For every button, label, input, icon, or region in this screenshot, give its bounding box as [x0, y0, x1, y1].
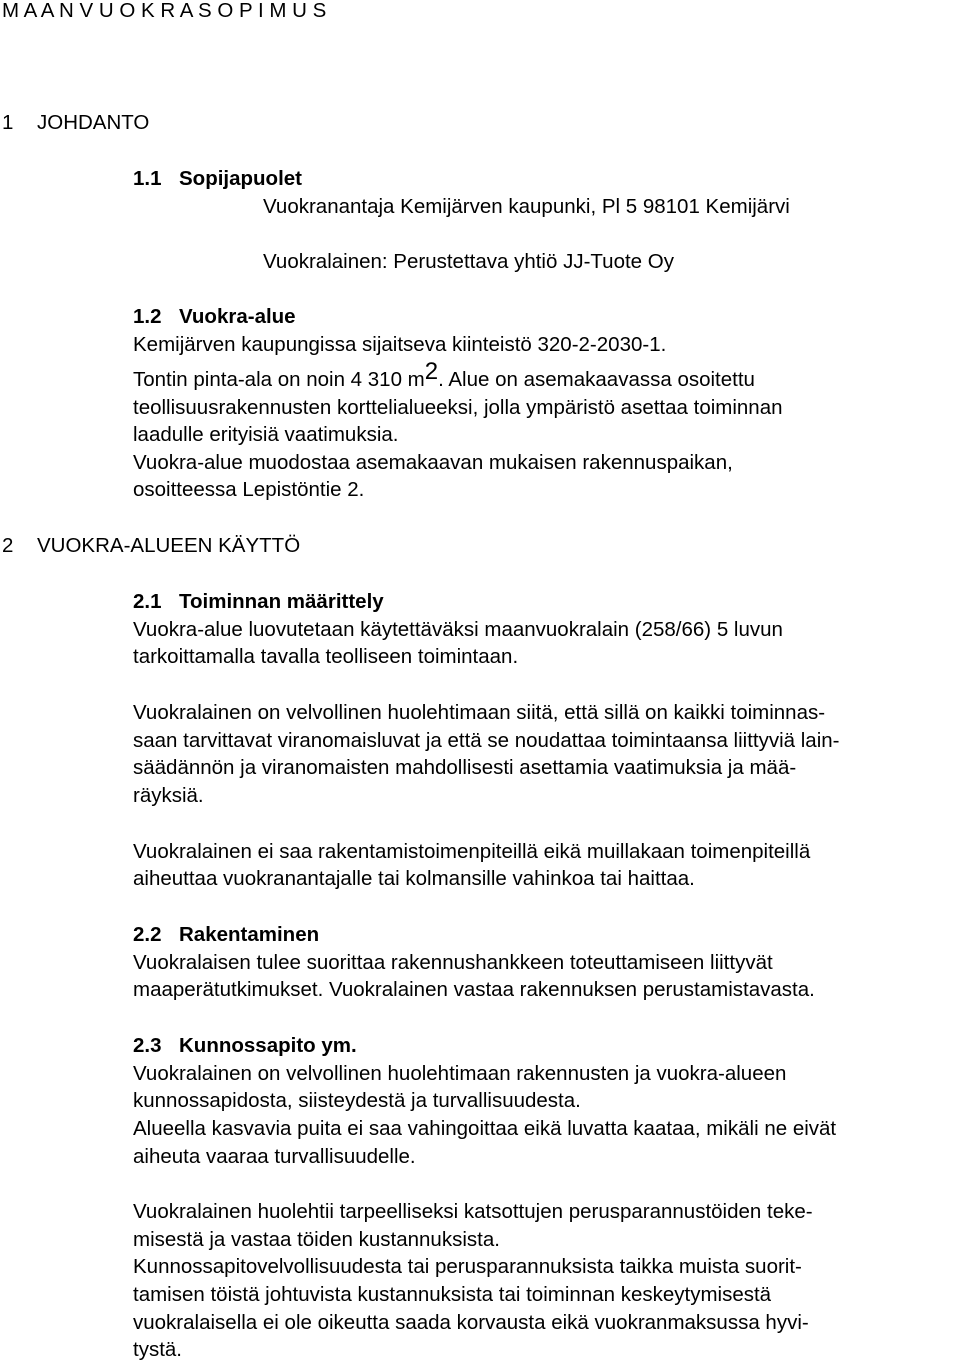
paragraph-line: osoitteessa Lepistöntie 2.: [133, 478, 365, 501]
section-title: JOHDANTO: [37, 111, 150, 134]
area-text-rest: . Alue on asemakaavassa osoitettu: [438, 368, 755, 391]
paragraph-line: Vuokralaisen tulee suorittaa rakennushankkeen toteuttamiseen liittyvät: [133, 951, 773, 974]
section-1-1-heading: [133, 165, 302, 193]
paragraph-line: aiheuttaa vuokranantajalle tai kolmansille vahinkoa tai haittaa.: [133, 867, 695, 890]
section-2-3-heading: [133, 1032, 357, 1060]
paragraph-line: Kunnossapitovelvollisuudesta tai perusparannuksista taikka muista suorit-: [133, 1255, 802, 1278]
section-title: Vuokra-alue: [179, 305, 296, 328]
section-number: 2.3: [133, 1034, 162, 1057]
property-line: Kemijärven kaupungissa sijaitseva kiinteistö 320-2-2030-1.: [133, 333, 667, 356]
paragraph-line: tystä.: [133, 1338, 182, 1361]
square-superscript: 2: [424, 358, 439, 385]
paragraph-line: Vuokralainen ei saa rakentamistoimenpiteillä eikä muillakaan toimenpiteillä: [133, 840, 811, 863]
section-number: 1.1: [133, 167, 162, 190]
section-title: VUOKRA-ALUEEN KÄYTTÖ: [37, 534, 301, 557]
paragraph-line: laadulle erityisiä vaatimuksia.: [133, 423, 399, 446]
paragraph-line: vuokralaisella ei ole oikeutta saada korvausta eikä vuokranmaksussa hyvi-: [133, 1311, 809, 1334]
paragraph-line: tarkoittamalla tavalla teolliseen toimintaan.: [133, 645, 519, 668]
section-title: Kunnossapito ym.: [179, 1034, 357, 1057]
section-number: 1.2: [133, 305, 162, 328]
paragraph-line: saan tarvittavat viranomaisluvat ja että se noudattaa toimintaansa liittyviä lain-: [133, 729, 840, 752]
section-2-1-heading: [133, 588, 384, 616]
paragraph-line: maaperätutkimukset. Vuokralainen vastaa rakennuksen perustamistavasta.: [133, 978, 815, 1001]
section-title: Toiminnan määrittely: [179, 590, 384, 613]
paragraph-line: kunnossapidosta, siisteydestä ja turvallisuudesta.: [133, 1089, 581, 1112]
section-number: 1: [2, 111, 14, 134]
lessor-line: Vuokranantaja Kemijärven kaupunki, Pl 5 98101 Kemijärvi: [263, 195, 790, 218]
section-number: 2.2: [133, 923, 162, 946]
paragraph-line: Vuokralainen on velvollinen huolehtimaan rakennusten ja vuokra-alueen: [133, 1062, 787, 1085]
section-number: 2.1: [133, 590, 162, 613]
area-text: Tontin pinta-ala on noin 4 310 m: [133, 368, 425, 391]
paragraph-line: räyksiä.: [133, 784, 204, 807]
paragraph-line: tamisen töistä johtuvista kustannuksista tai toiminnan keskeytymisestä: [133, 1283, 772, 1306]
paragraph-line: Alueella kasvavia puita ei saa vahingoittaa eikä luvatta kaataa, mikäli ne eivät: [133, 1117, 837, 1140]
paragraph-line: Vuokralainen on velvollinen huolehtimaan siitä, että sillä on kaikki toiminnas-: [133, 701, 826, 724]
paragraph-line: Vuokra-alue muodostaa asemakaavan mukaisen rakennuspaikan,: [133, 451, 733, 474]
document-title: M A A N V U O K R A S O P I M U S: [2, 0, 327, 22]
paragraph-line: misestä ja vastaa töiden kustannuksista.: [133, 1228, 500, 1251]
paragraph-line: säädännön ja viranomaisten mahdollisesti asettamia vaatimuksia ja mää-: [133, 756, 797, 779]
section-2-2-heading: [133, 921, 319, 949]
paragraph-line: teollisuusrakennusten korttelialueeksi, jolla ympäristö asettaa toiminnan: [133, 396, 783, 419]
section-1-2-heading: [133, 303, 296, 331]
section-number: 2: [2, 534, 14, 557]
section-1-heading: [2, 109, 149, 137]
section-2-heading: [2, 532, 300, 560]
section-title: Rakentaminen: [179, 923, 320, 946]
paragraph-line: aiheuta vaaraa turvallisuudelle.: [133, 1145, 416, 1168]
lessee-line: Vuokralainen: Perustettava yhtiö JJ-Tuote Oy: [263, 250, 674, 273]
paragraph-line: Vuokralainen huolehtii tarpeelliseksi katsottujen perusparannustöiden teke-: [133, 1200, 813, 1223]
area-line: [133, 358, 755, 394]
paragraph-line: Vuokra-alue luovutetaan käytettäväksi maanvuokralain (258/66) 5 luvun: [133, 618, 783, 641]
section-title: Sopijapuolet: [179, 167, 302, 190]
